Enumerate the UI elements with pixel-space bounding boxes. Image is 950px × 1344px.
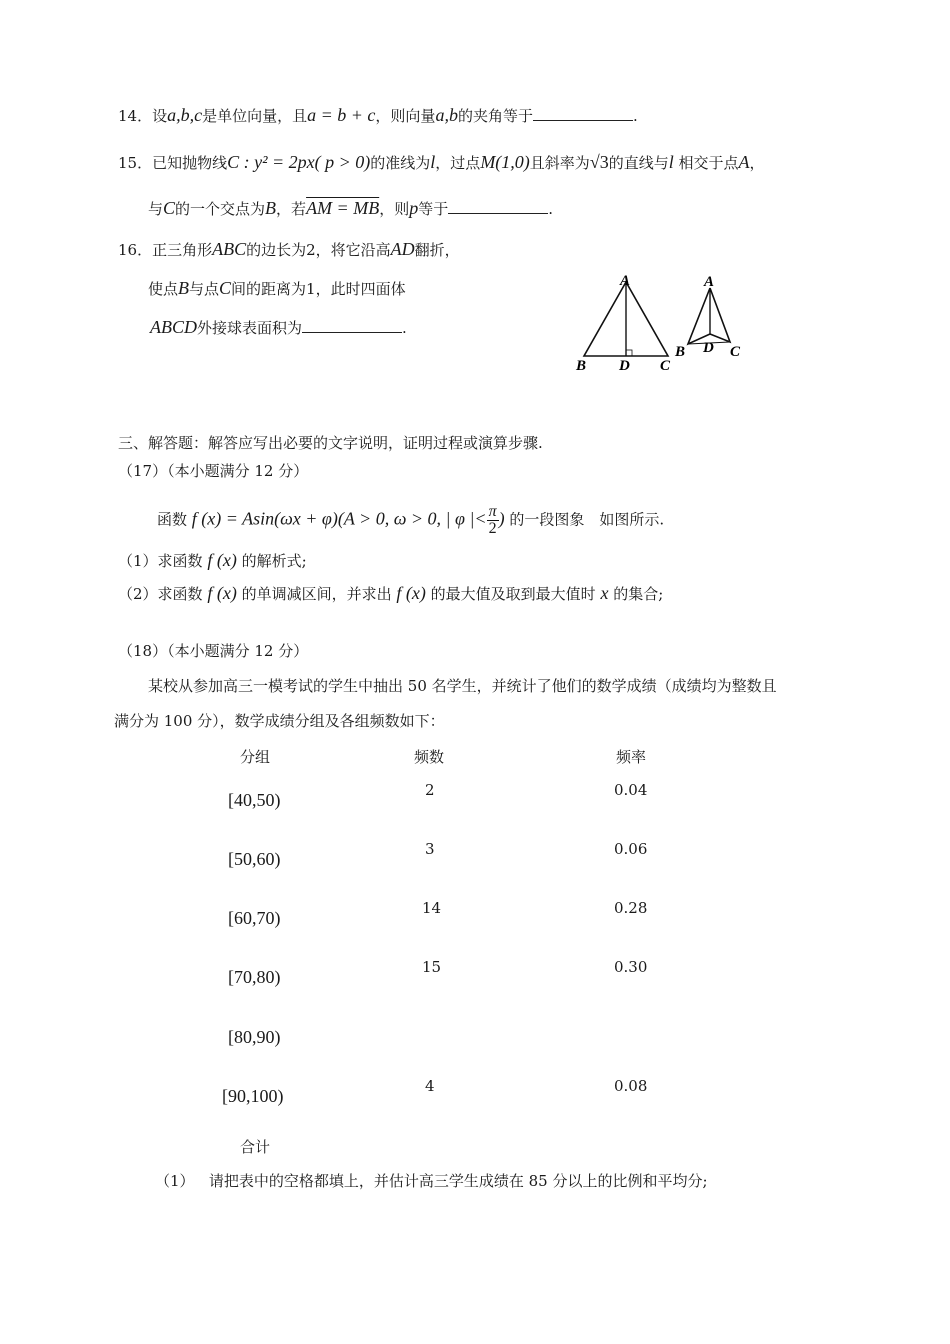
answer-blank [302, 318, 402, 333]
question-18-header: （18）（本小题满分 12 分） [118, 642, 309, 660]
group-cell: [40,50) [228, 790, 281, 810]
table-header-group: 分组 [240, 748, 271, 766]
label-d: D [703, 340, 714, 356]
vector-list: a,b,c [167, 105, 203, 125]
parabola-equation: C : y² = 2px( p > 0) [227, 152, 371, 172]
question-number: 15． [118, 154, 153, 172]
label-a: A [704, 274, 715, 290]
triangle-figures [570, 268, 760, 378]
label-d: D [619, 358, 630, 374]
function-expression: f (x) = Asin(ωx + φ)(A > 0, ω > 0, | φ |< [191, 508, 487, 529]
count-cell: 15 [422, 958, 442, 976]
answer-blank [448, 199, 548, 214]
question-14: 14．设a,b,c是单位向量，且a = b + c，则向量a,b的夹角等于 . [118, 105, 638, 125]
tetrahedron-edges [688, 288, 730, 344]
question-15: 15．已知抛物线C : y² = 2px( p > 0)的准线为l，过点M(1,0)且斜率为√3的直线与l 相交于点A， [118, 152, 765, 172]
freq-cell: 0.06 [614, 840, 648, 858]
group-cell: [90,100) [222, 1086, 284, 1106]
group-cell: [80,90) [228, 1027, 281, 1047]
question-17-header: （17）（本小题满分 12 分） [118, 462, 309, 480]
table-header-freq: 频率 [616, 748, 647, 766]
fraction: $\frac{\pi}{2}$ [488, 503, 497, 537]
count-cell: 2 [425, 781, 435, 799]
freq-cell: 0.04 [614, 781, 648, 799]
freq-cell: 0.28 [614, 899, 648, 917]
question-18-para-2: 满分为 100 分），数学成绩分组及各组频数如下： [114, 712, 445, 730]
vector-equation: a = b + c [307, 105, 376, 125]
question-17-part-2: （2）求函数 f (x) 的单调减区间，并求出 f (x) 的最大值及取到最大值时 x 的集合; [118, 583, 664, 603]
question-number: 14． [118, 107, 153, 125]
equilateral-triangle-figure [575, 273, 671, 374]
question-16-line-2: 使点B与点C间的距离为1，此时四面体 [148, 278, 406, 298]
question-17-stem: 函数 f (x) = Asin(ωx + φ)(A > 0, ω > 0, | φ |< $\frac{\pi}{2}$ ) 的一段图象 如图所示. [157, 503, 665, 537]
question-15-line-2: 与C的一个交点为B，若AM = MB，则p等于 . [148, 198, 553, 218]
question-16-line-3: ABCD外接球表面积为 . [150, 317, 407, 337]
count-cell: 4 [425, 1077, 435, 1095]
folded-tetrahedron-figure [674, 274, 741, 360]
label-b: B [675, 344, 686, 360]
question-18-para-1: 某校从参加高三一模考试的学生中抽出 50 名学生，并统计了他们的数学成绩（成绩均为整数且 [148, 677, 777, 695]
question-18-part-1: （1） 请把表中的空格都填上，并估计高三学生成绩在 85 分以上的比例和平均分; [155, 1172, 708, 1190]
group-cell: [50,60) [228, 849, 281, 869]
question-16: 16．正三角形ABC的边长为2，将它沿高AD翻折， [118, 239, 460, 259]
freq-cell: 0.08 [614, 1077, 648, 1095]
label-c: C [660, 358, 671, 374]
label-b: B [576, 358, 587, 374]
label-a: A [620, 273, 631, 289]
question-number: 16． [118, 241, 153, 259]
vector-equation: AM = MB [306, 198, 380, 218]
group-cell: [60,70) [228, 908, 281, 928]
right-angle-mark [626, 350, 632, 356]
question-17-part-1: （1）求函数 f (x) 的解析式; [118, 550, 307, 570]
label-c: C [730, 344, 741, 360]
section-heading: 三、解答题：解答应写出必要的文字说明，证明过程或演算步骤. [118, 434, 543, 452]
answer-blank [533, 106, 633, 121]
count-cell: 14 [422, 899, 442, 917]
group-cell: [70,80) [228, 967, 281, 987]
table-total-label: 合计 [240, 1138, 271, 1156]
table-header-count: 频数 [414, 748, 445, 766]
count-cell: 3 [425, 840, 435, 858]
freq-cell: 0.30 [614, 958, 648, 976]
